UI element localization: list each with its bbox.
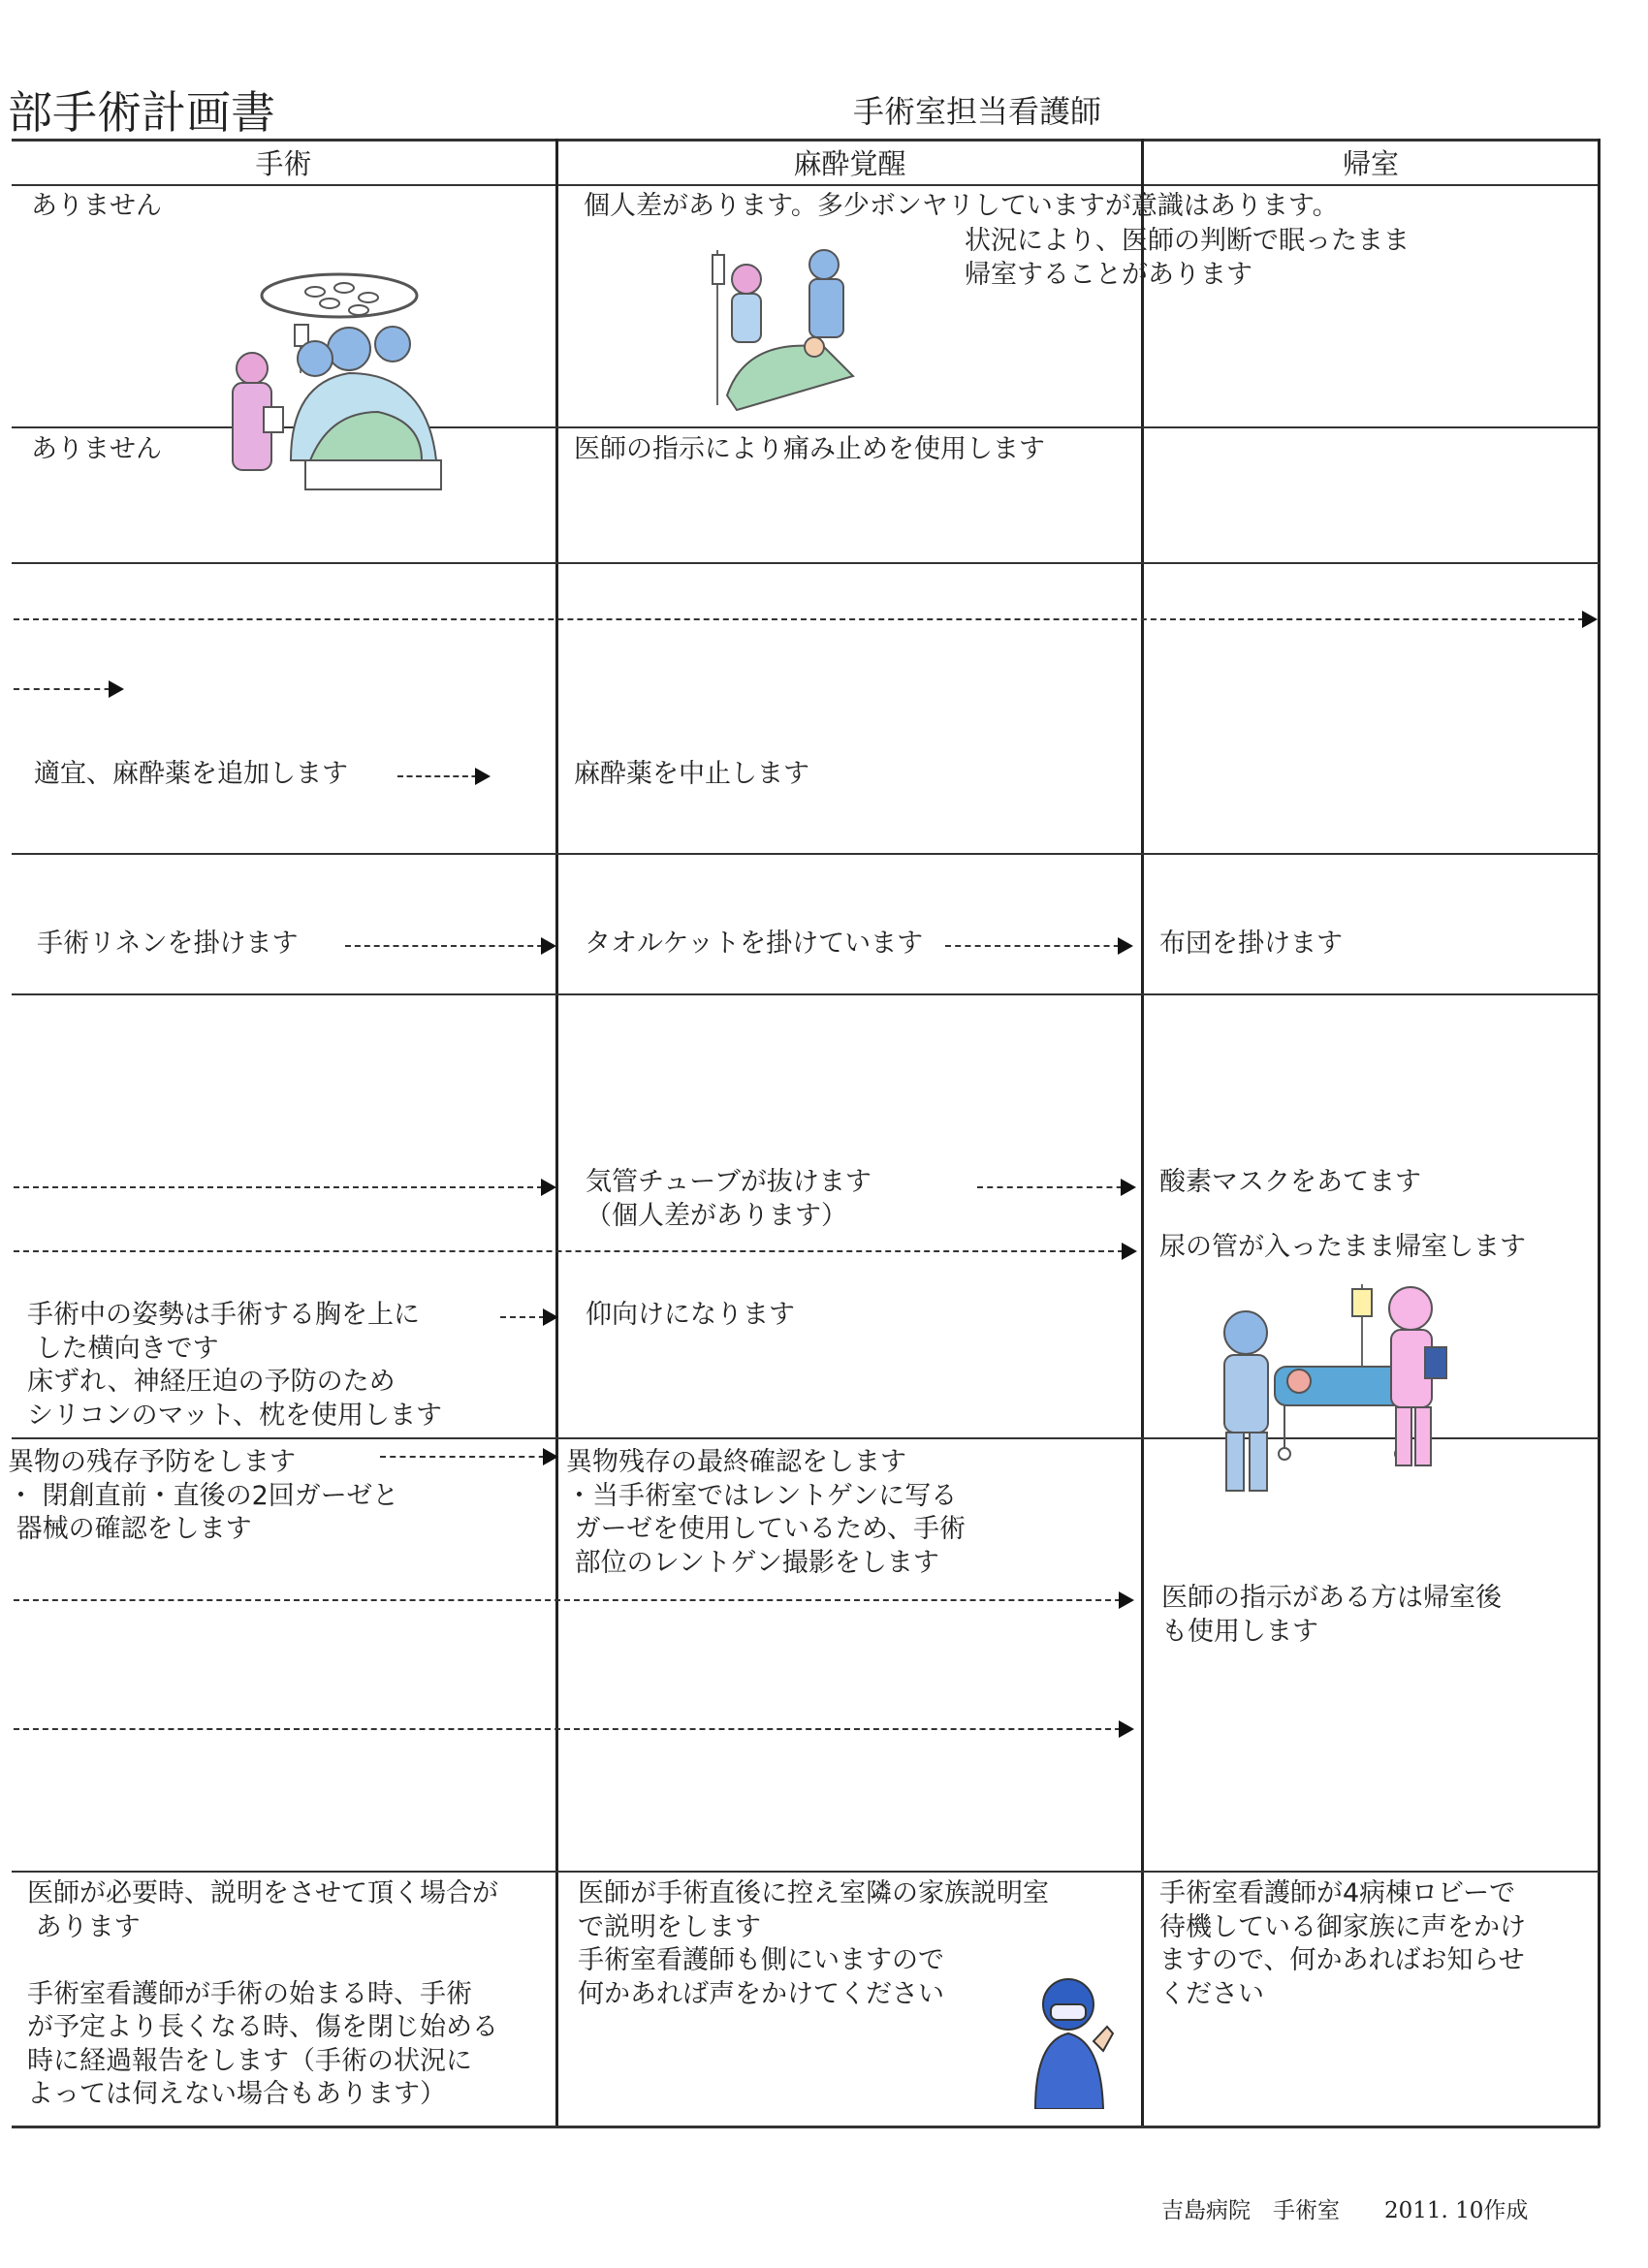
row-divider [12, 853, 1600, 855]
flow-arrow [945, 945, 1129, 947]
r3-awakening-text: 麻酔薬を中止します [574, 759, 809, 789]
flow-arrow [345, 945, 553, 947]
r5-surgery-position-text: 手術中の姿勢は手術する胸を上に した横向きです 床ずれ、神経圧迫の予防のため シリコンのマット、枕を使用します [27, 1300, 442, 1431]
header-surgery: 手術 [255, 147, 312, 180]
header-awakening: 麻酔覚醒 [793, 147, 906, 180]
nurse-illustration [1030, 1973, 1117, 2109]
flow-arrow [14, 1599, 1130, 1601]
table-right-border [1598, 139, 1600, 2127]
r6-return-text: 医師の指示がある方は帰室後 も使用します [1161, 1583, 1502, 1647]
row-divider [12, 993, 1600, 995]
flow-arrow [14, 1728, 1130, 1730]
col-divider-2 [1141, 139, 1144, 2127]
header-bottom-border [12, 184, 1600, 186]
nurse-label: 手術室担当看護師 [853, 93, 1102, 130]
r4-surgery-text: 手術リネンを掛けます [37, 929, 299, 959]
table-top-border [12, 139, 1600, 142]
r5-return-urine-text: 尿の管が入ったまま帰室します [1159, 1232, 1526, 1262]
page-title: 部手術計画書 [8, 86, 275, 139]
flow-arrow [14, 1250, 1133, 1252]
flow-arrow [14, 618, 1594, 620]
r5-awakening-position-text: 仰向けになります [586, 1300, 795, 1330]
table-bottom-border [12, 2126, 1600, 2128]
patient-transport-illustration [1207, 1279, 1459, 1512]
r2-surgery-text: ありません [31, 434, 162, 464]
footer-credit: 吉島病院 手術室 2011. 10作成 [1161, 2198, 1529, 2223]
r4-awakening-text: タオルケットを掛けています [585, 929, 924, 959]
flow-arrow [14, 1186, 553, 1188]
flow-arrow [500, 1316, 555, 1318]
flow-arrow [977, 1186, 1132, 1188]
r1-awakening-note: 状況により、医師の判断で眠ったまま 帰室することがあります [965, 226, 1410, 290]
r1-awakening-text: 個人差があります。多少ボンヤリしていますが意識はあります。 [584, 191, 1339, 221]
r3-surgery-text: 適宜、麻酔薬を追加します [34, 759, 348, 789]
r6-surgery-text: 異物の残存予防をします ・ 閉創直前・直後の2回ガーゼと 器械の確認をします [8, 1447, 399, 1545]
r2-awakening-text: 医師の指示により痛み止めを使用します [574, 434, 1045, 464]
row-divider [12, 1871, 1600, 1873]
col-divider-1 [555, 139, 558, 2127]
anesthesia-awakening-illustration [708, 240, 872, 415]
flow-arrow [397, 775, 487, 777]
r7-return-text: 手術室看護師が4病棟ロビーで 待機している御家族に声をかけ ますので、何かあればお知らせ ください [1159, 1878, 1526, 2009]
r5-return-oxygen-text: 酸素マスクをあてます [1159, 1167, 1421, 1197]
r1-surgery-text: ありません [31, 191, 162, 221]
flow-arrow [14, 688, 120, 690]
r7-awakening-text: 医師が手術直後に控え室隣の家族説明室 で説明をします 手術室看護師も側にいますので 何かあれば声をかけてください [578, 1878, 1049, 2009]
r6-awakening-text: 異物残存の最終確認をします ・当手術室ではレントゲンに写る ガーゼを使用しているため、手術 部位のレントゲン撮影をします [566, 1447, 966, 1578]
flow-arrow [380, 1456, 555, 1458]
r7-surgery-text: 医師が必要時、説明をさせて頂く場合が あります 手術室看護師が手術の始まる時、手術 が予定より長くなる時、傷を閉じ始める 時に経過報告をします（手術の状況に よっては伺えない場合もあります） [27, 1878, 498, 2110]
r5-awakening-tube-text: 気管チューブが抜けます （個人差があります） [586, 1167, 872, 1231]
surgery-team-illustration [213, 267, 465, 499]
r4-return-text: 布団を掛けます [1159, 929, 1343, 959]
header-return: 帰室 [1342, 147, 1399, 180]
row-divider [12, 562, 1600, 564]
